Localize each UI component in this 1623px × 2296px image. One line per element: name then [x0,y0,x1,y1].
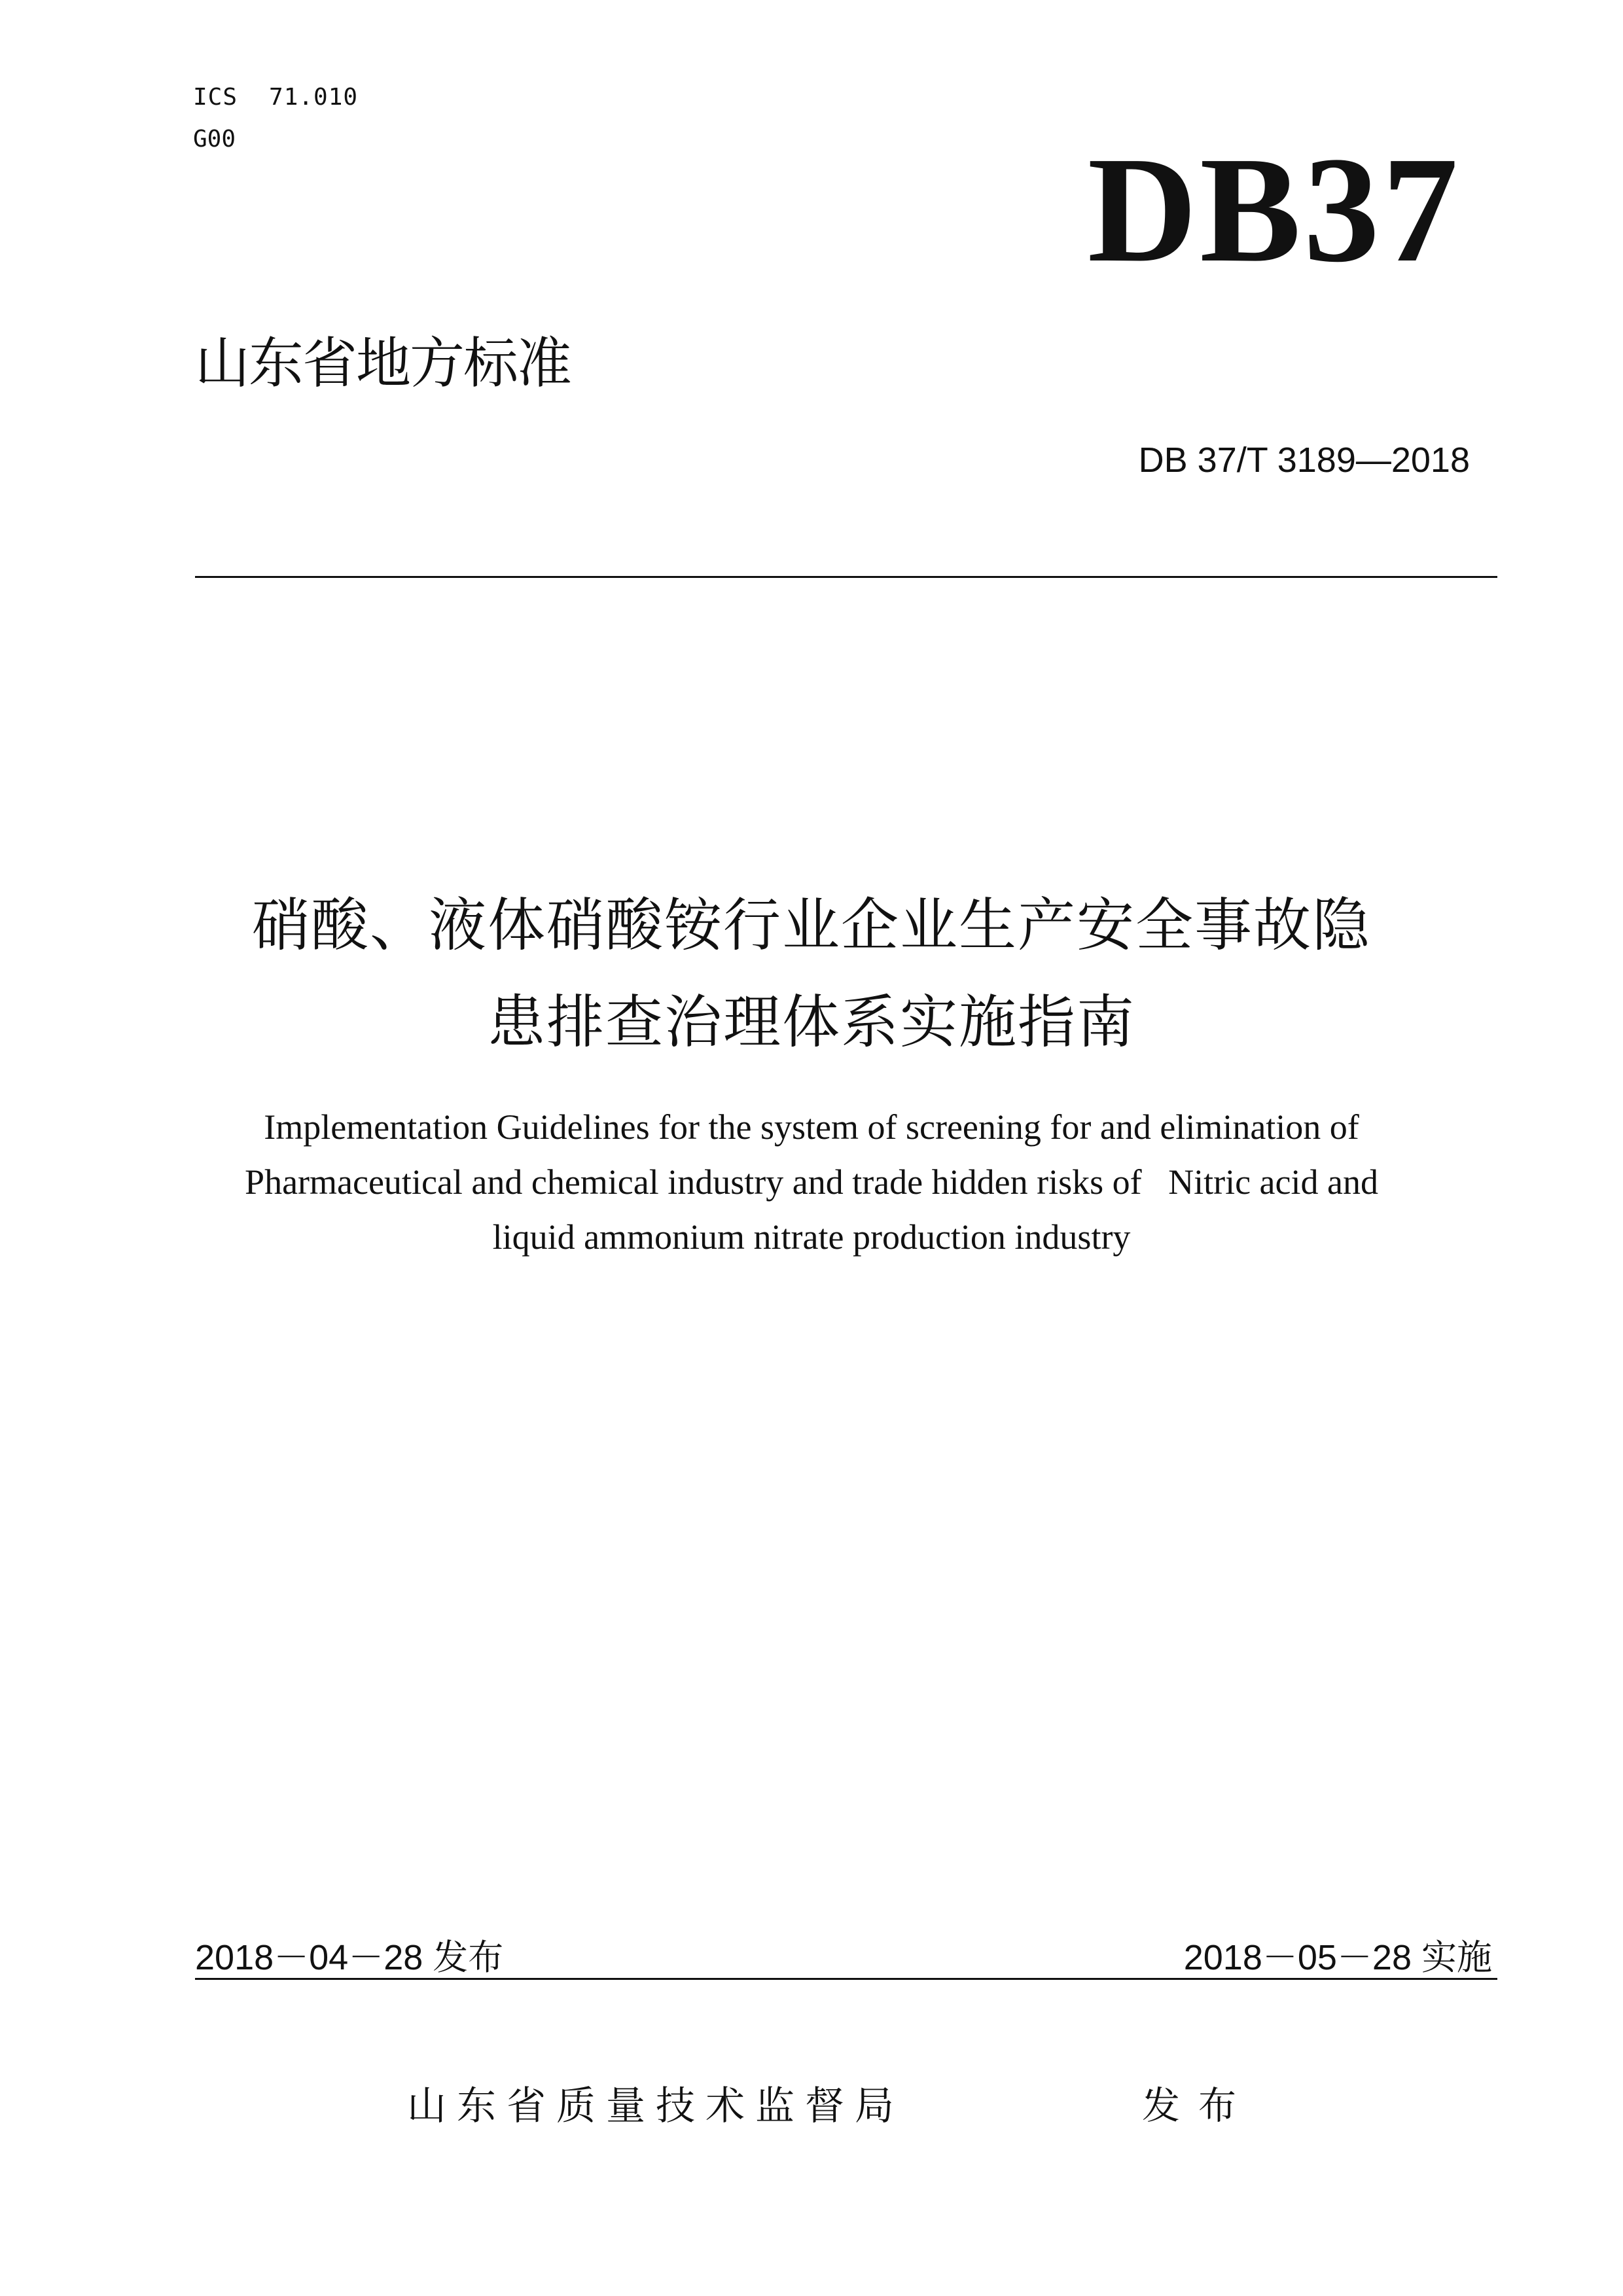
title-english-line: Pharmaceutical and chemical industry and trade hidden risks of Nitric acid and [245,1162,1378,1202]
standard-number: DB 37/T 3189—2018 [1138,440,1470,480]
title-english-line: Implementation Guidelines for the system of screening for and elimination of [264,1107,1359,1147]
issue-date: 2018－04－28 发布 [195,1938,504,1977]
top-divider [195,576,1497,578]
standard-type: 山东省地方标准 [195,331,571,395]
publish-label: 发布 [1142,2083,1255,2128]
standard-logo: DB37 [1087,126,1461,294]
title-chinese-line: 患排查治理体系实施指南 [487,988,1135,1056]
title-chinese [0,877,1623,1071]
ics-code: 71.010 [269,84,359,111]
title-english [0,1100,1623,1265]
title-chinese-line: 硝酸、液体硝酸铵行业企业生产安全事故隐 [251,891,1371,959]
bottom-divider [195,1978,1497,1980]
publisher: 山东省质量技术监督局 [407,2083,904,2129]
ics-classification [193,84,358,111]
ics-label: ICS [193,84,238,111]
title-english-line: liquid ammonium nitrate production industry [492,1217,1131,1257]
ccs-code: G00 [193,126,236,152]
implementation-date: 2018－05－28 实施 [1183,1938,1492,1977]
